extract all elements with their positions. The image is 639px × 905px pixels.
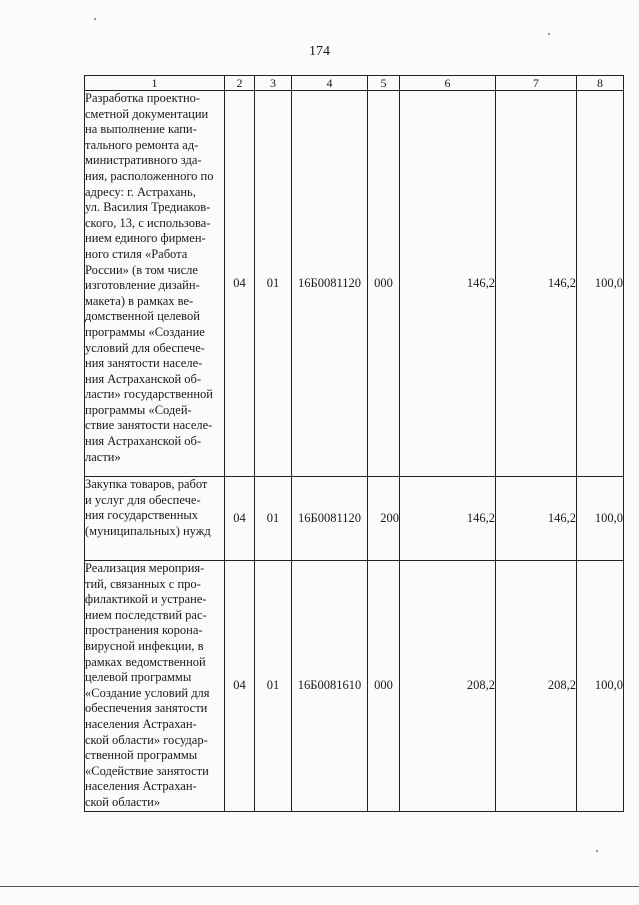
scan-speck: [596, 850, 598, 852]
scan-speck: [94, 18, 96, 20]
row-expense-type: 000: [368, 561, 400, 812]
header-col-6: 6: [400, 76, 496, 91]
row-value-7: 146,2: [496, 91, 577, 477]
header-col-4: 4: [292, 76, 368, 91]
row-expense-type: 000: [368, 91, 400, 477]
budget-table: [84, 75, 624, 812]
row-section: 04: [225, 477, 255, 561]
header-col-2: 2: [225, 76, 255, 91]
row-name: Разработка проектно- сметной документации на выполнение капи- тального ремонта ад- министративного зда- ния, расположенного по адресу: г. Астрахань, ул. Василия Тредиаков- ского, 13, с использова- нием единого фирмен- ного стиля «Работа России» (в том числе изготовление дизайн- макета) в рамках ве- домственной целевой программы «Создание условий для обеспече- ния занятости населе- ния Астраханской об- ласти» государственной программы «Содей- ствие занятости населе- ния Астраханской об- ласти»: [85, 91, 225, 477]
header-col-8: 8: [577, 76, 624, 91]
row-value-8: 100,0: [577, 91, 624, 477]
row-target-article: 16Б0081610: [292, 561, 368, 812]
header-col-5: 5: [368, 76, 400, 91]
row-name: Реализация мероприя- тий, связанных с про- филактикой и устране- нием последствий рас- пространения корона- вирусной инфекции, в рамках ведомственной целевой программы «Создание условий для обеспечения занятости населения Астрахан- ской области» государ- ственной программы «Содействие занятости населения Астрахан- ской области»: [85, 561, 225, 812]
row-value-6: 146,2: [400, 477, 496, 561]
row-section: 04: [225, 91, 255, 477]
row-section: 04: [225, 561, 255, 812]
row-target-article: 16Б0081120: [292, 477, 368, 561]
row-subsection: 01: [255, 477, 292, 561]
header-col-7: 7: [496, 76, 577, 91]
row-value-8: 100,0: [577, 561, 624, 812]
scan-edge-line: [0, 886, 639, 887]
scan-speck: [548, 33, 550, 35]
row-subsection: 01: [255, 561, 292, 812]
header-row: [85, 76, 624, 91]
row-expense-type: 200: [368, 477, 400, 561]
row-value-7: 208,2: [496, 561, 577, 812]
header-col-3: 3: [255, 76, 292, 91]
row-value-6: 146,2: [400, 91, 496, 477]
table-row: [85, 477, 624, 561]
row-value-7: 146,2: [496, 477, 577, 561]
row-subsection: 01: [255, 91, 292, 477]
page-number: 174: [309, 44, 330, 59]
table-row: [85, 561, 624, 812]
header-col-1: 1: [85, 76, 225, 91]
row-value-6: 208,2: [400, 561, 496, 812]
table-row: [85, 91, 624, 477]
row-name: Закупка товаров, работ и услуг для обеспече- ния государственных (муниципальных) нужд: [85, 477, 225, 561]
row-target-article: 16Б0081120: [292, 91, 368, 477]
row-value-8: 100,0: [577, 477, 624, 561]
